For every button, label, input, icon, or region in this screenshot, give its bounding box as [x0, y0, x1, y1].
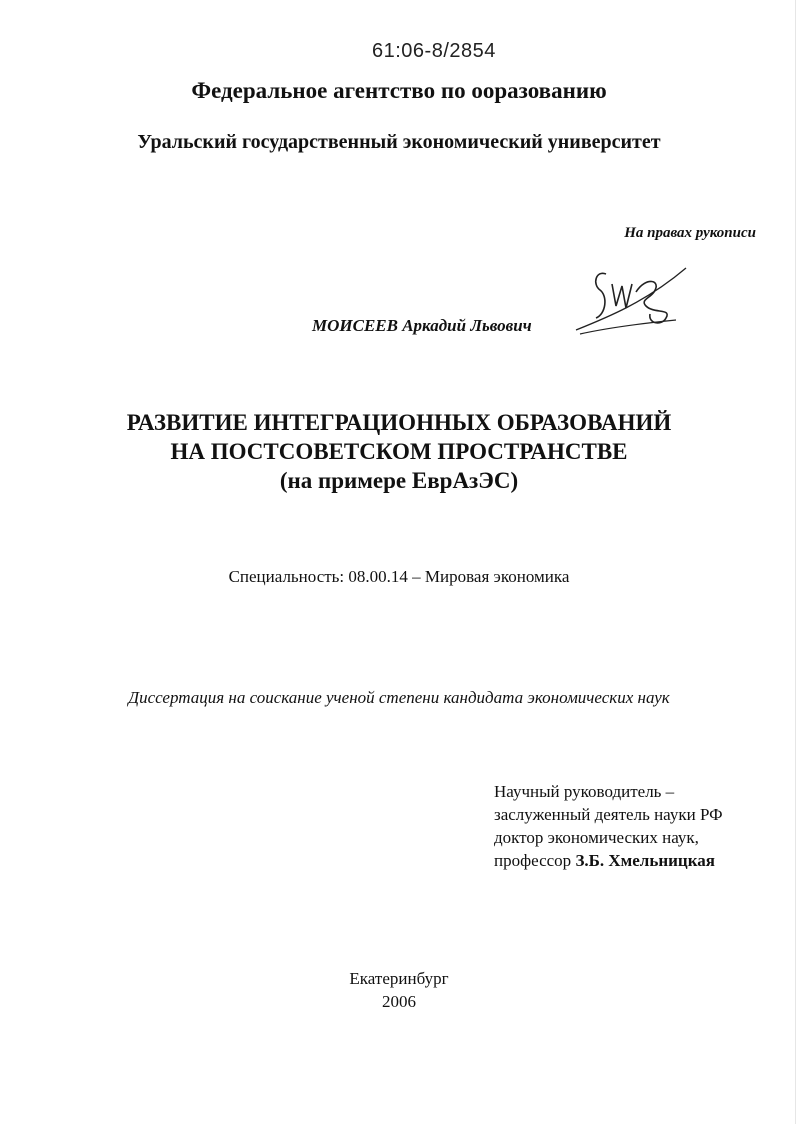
city: Екатеринбург — [349, 969, 449, 988]
degree-line: Диссертация на соискание ученой степени кандидата экономических наук — [128, 688, 670, 707]
signature-icon — [566, 262, 691, 347]
supervisor-line-1: Научный руководитель – — [494, 782, 675, 801]
title-line-1: РАЗВИТИЕ ИНТЕГРАЦИОННЫХ ОБРАЗОВАНИЙ — [126, 410, 672, 435]
scan-edge — [795, 0, 796, 1124]
rights-note: На правах рукописи — [624, 225, 756, 241]
supervisor-line-4 — [494, 849, 723, 872]
supervisor-line-2: заслуженный деятель науки РФ — [494, 805, 723, 824]
dissertation-title — [0, 408, 798, 495]
title-line-3: (на примере ЕврАзЭС) — [279, 468, 519, 493]
author-name: МОИСЕЕВ Аркадий Львович — [312, 316, 532, 335]
supervisor-name: З.Б. Хмельницкая — [575, 851, 715, 870]
archive-stamp-code: 61:06-8/2854 — [372, 40, 496, 62]
supervisor-line-3: доктор экономических наук, — [494, 828, 699, 847]
supervisor-title: профессор — [494, 851, 576, 870]
title-line-2: НА ПОСТСОВЕТСКОМ ПРОСТРАНСТВЕ — [170, 439, 628, 464]
supervisor-block — [494, 780, 723, 872]
year: 2006 — [382, 992, 416, 1011]
agency-heading: Федеральное агентство по ооразованию — [191, 78, 607, 103]
specialty-line: Специальность: 08.00.14 – Мировая экономика — [228, 567, 570, 586]
university-heading: Уральский государственный экономический университет — [137, 131, 661, 153]
place-and-year — [0, 967, 798, 1013]
